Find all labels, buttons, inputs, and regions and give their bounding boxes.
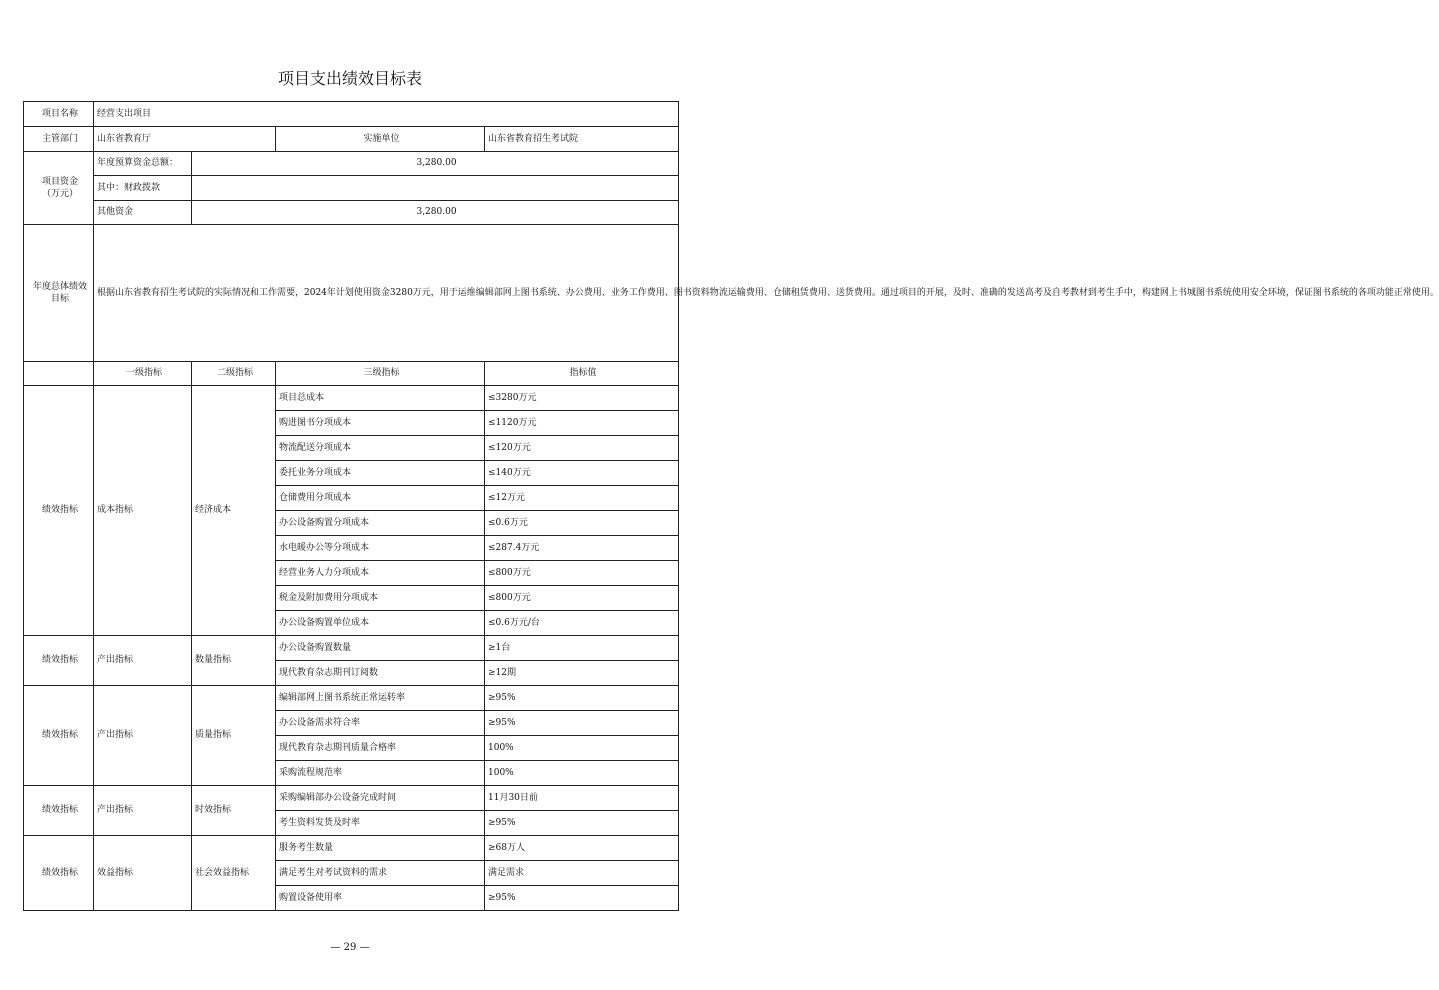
level1-indicator: 成本指标 xyxy=(94,386,192,636)
level2-indicator: 时效指标 xyxy=(192,786,276,836)
level3-indicator: 仓储费用分项成本 xyxy=(276,486,485,511)
level3-indicator: 办公设备购置单位成本 xyxy=(276,611,485,636)
indicator-value: 满足需求 xyxy=(485,861,679,886)
table-row xyxy=(24,786,679,811)
row-other-funds xyxy=(24,201,679,225)
row-department xyxy=(24,127,679,152)
indicator-value: ≤3280万元 xyxy=(485,386,679,411)
indicator-value: ≥95% xyxy=(485,886,679,911)
level1-indicator: 产出指标 xyxy=(94,636,192,686)
budget-total-label: 年度预算资金总额： xyxy=(94,152,192,176)
fiscal-value xyxy=(192,176,679,201)
dept-label: 主管部门 xyxy=(24,127,94,152)
indicator-value: ≤1120万元 xyxy=(485,411,679,436)
level3-indicator: 物流配送分项成本 xyxy=(276,436,485,461)
annual-goal-label-line1: 年度总体绩效 xyxy=(32,282,87,292)
level3-indicator: 经营业务人力分项成本 xyxy=(276,561,485,586)
indicator-value: ≤0.6万元/台 xyxy=(485,611,679,636)
indicator-category: 绩效指标 xyxy=(24,786,94,836)
table-row xyxy=(24,386,679,411)
indicator-value: ≥95% xyxy=(485,686,679,711)
indicator-value: ≤800万元 xyxy=(485,586,679,611)
level3-indicator: 编辑部网上图书系统正常运转率 xyxy=(276,686,485,711)
page-title: 项目支出绩效目标表 xyxy=(277,69,422,88)
indicator-category: 绩效指标 xyxy=(24,836,94,911)
indicator-value: ≥68万人 xyxy=(485,836,679,861)
project-name-label: 项目名称 xyxy=(24,102,94,127)
project-name-value: 经营支出项目 xyxy=(94,102,679,127)
funds-label xyxy=(24,152,94,225)
indicator-category: 绩效指标 xyxy=(24,386,94,636)
level3-indicator: 税金及附加费用分项成本 xyxy=(276,586,485,611)
indicator-value: ≥1台 xyxy=(485,636,679,661)
impl-value: 山东省教育招生考试院 xyxy=(485,127,679,152)
funds-label-line2: （万元） xyxy=(41,189,78,199)
level3-indicator: 现代教育杂志期刊订阅数 xyxy=(276,661,485,686)
indicator-value: 11月30日前 xyxy=(485,786,679,811)
level2-indicator: 质量指标 xyxy=(192,686,276,786)
indicator-category: 绩效指标 xyxy=(24,686,94,786)
indicator-value: 100% xyxy=(485,736,679,761)
header-value: 指标值 xyxy=(485,362,679,386)
level3-indicator: 水电暖办公等分项成本 xyxy=(276,536,485,561)
level2-indicator: 社会效益指标 xyxy=(192,836,276,911)
funds-label-line1: 项目资金 xyxy=(41,177,78,187)
row-fiscal xyxy=(24,176,679,201)
level3-indicator: 委托业务分项成本 xyxy=(276,461,485,486)
level1-indicator: 产出指标 xyxy=(94,786,192,836)
row-project-name xyxy=(24,102,679,127)
level3-indicator: 项目总成本 xyxy=(276,386,485,411)
fiscal-label: 其中：财政拨款 xyxy=(94,176,192,201)
level3-indicator: 办公设备需求符合率 xyxy=(276,711,485,736)
level1-indicator: 产出指标 xyxy=(94,686,192,786)
indicator-value: ≤12万元 xyxy=(485,486,679,511)
row-annual-goal xyxy=(24,225,679,362)
indicator-value: ≤140万元 xyxy=(485,461,679,486)
table-row xyxy=(24,686,679,711)
indicator-value: ≤800万元 xyxy=(485,561,679,586)
impl-label: 实施单位 xyxy=(276,127,485,152)
budget-total-value: 3,280.00 xyxy=(192,152,679,176)
row-headers xyxy=(24,362,679,386)
table-row xyxy=(24,836,679,861)
dept-value: 山东省教育厅 xyxy=(94,127,276,152)
indicator-value: ≤287.4万元 xyxy=(485,536,679,561)
level3-indicator: 采购编辑部办公设备完成时间 xyxy=(276,786,485,811)
level1-indicator: 效益指标 xyxy=(94,836,192,911)
level3-indicator: 采购流程规范率 xyxy=(276,761,485,786)
annual-goal-label-line2: 目标 xyxy=(50,294,69,304)
row-budget-total xyxy=(24,152,679,176)
other-funds-value: 3,280.00 xyxy=(192,201,679,225)
indicator-value: 100% xyxy=(485,761,679,786)
level3-indicator: 现代教育杂志期刊质量合格率 xyxy=(276,736,485,761)
table-row xyxy=(24,636,679,661)
header-level3: 三级指标 xyxy=(276,362,485,386)
level3-indicator: 办公设备购置分项成本 xyxy=(276,511,485,536)
indicator-value: ≥12期 xyxy=(485,661,679,686)
indicator-category: 绩效指标 xyxy=(24,636,94,686)
level3-indicator: 购置设备使用率 xyxy=(276,886,485,911)
level3-indicator: 购进图书分项成本 xyxy=(276,411,485,436)
annual-goal-text: 根据山东省教育招生考试院的实际情况和工作需要，2024年计划使用资金3280万元，用于运维编辑部网上图书系统、办公费用、业务工作费用、图书资料物流运输费用、仓储租赁费用、送货费用。通过项目的开展，及时、准确的发送高考及自考教材到考生手中，构建网上书城图书系统使用安全环境，保证图书系统的各项功能正常使用。 xyxy=(94,225,679,362)
header-level0 xyxy=(24,362,94,386)
indicator-value: ≤0.6万元 xyxy=(485,511,679,536)
annual-goal-label xyxy=(24,225,94,362)
indicator-value: ≥95% xyxy=(485,711,679,736)
indicator-value: ≥95% xyxy=(485,811,679,836)
indicator-value: ≤120万元 xyxy=(485,436,679,461)
header-level2: 二级指标 xyxy=(192,362,276,386)
other-funds-label: 其他资金 xyxy=(94,201,192,225)
level2-indicator: 数量指标 xyxy=(192,636,276,686)
level3-indicator: 满足考生对考试资料的需求 xyxy=(276,861,485,886)
page-number: — 29 — xyxy=(330,942,370,953)
level2-indicator: 经济成本 xyxy=(192,386,276,636)
header-level1: 一级指标 xyxy=(94,362,192,386)
level3-indicator: 办公设备购置数量 xyxy=(276,636,485,661)
level3-indicator: 考生资料发货及时率 xyxy=(276,811,485,836)
performance-target-table xyxy=(23,101,1439,911)
level3-indicator: 服务考生数量 xyxy=(276,836,485,861)
